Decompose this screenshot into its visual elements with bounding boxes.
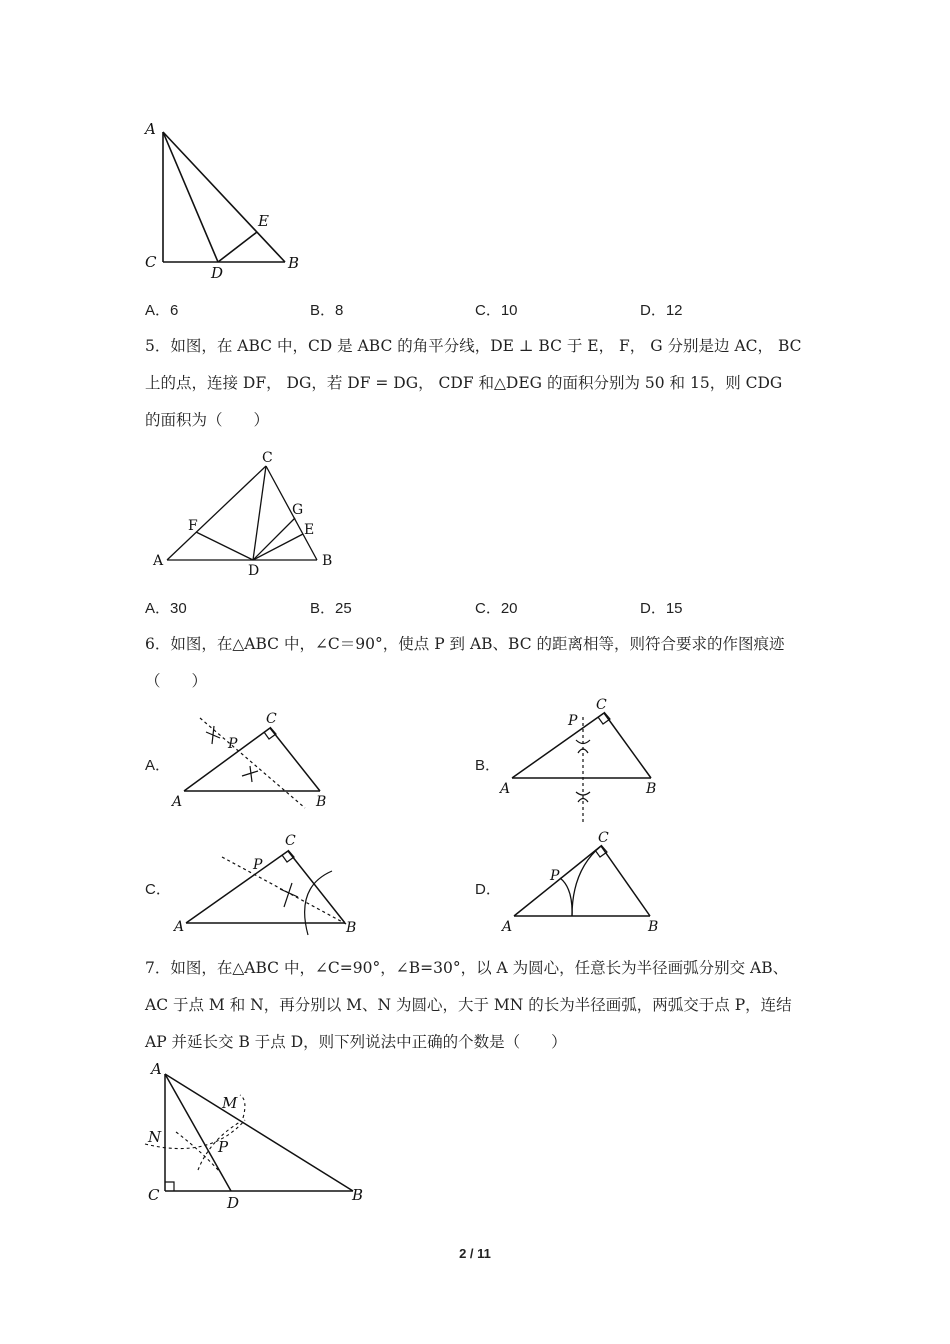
q5-label-d: D — [248, 563, 260, 579]
q6a-label-a: A — [172, 794, 183, 810]
q5-segment-dg — [253, 518, 295, 560]
q5-segment-df — [196, 532, 253, 560]
q5-option-c[interactable]: C．20 — [475, 600, 518, 617]
q5-label-f: F — [188, 518, 198, 534]
q6c-side-cb — [288, 851, 345, 923]
q4-label-b: B — [288, 254, 300, 272]
q7-label-d: D — [227, 1194, 240, 1212]
q6d-label-p: P — [550, 868, 560, 884]
q6-figure-a — [170, 708, 340, 813]
q7-text-line2: AC 于点 M 和 N，再分别以 M、N 为圆心，大于 MN 的长为半径画弧，两弧交于点 P，连结 — [145, 996, 792, 1014]
q5-label-a: A — [153, 553, 164, 569]
q6a-arc-mark-1 — [206, 726, 220, 744]
q6-figure-c — [170, 825, 370, 945]
q6-option-d[interactable]: D． — [475, 881, 501, 898]
q4-side-ab — [163, 132, 285, 262]
q6c-label-b: B — [346, 920, 357, 936]
q6b-label-c: C — [596, 697, 607, 713]
q7-arc-m-tail — [240, 1095, 245, 1118]
q5-option-d[interactable]: D．15 — [640, 600, 683, 617]
q7-right-angle-mark — [165, 1182, 174, 1191]
q5-text-line3: 的面积为（ ） — [145, 411, 270, 429]
q6c-label-a: A — [174, 919, 185, 935]
q5-option-a[interactable]: A．30 — [145, 600, 187, 617]
q6d-arc-1 — [560, 878, 572, 916]
q6b-side-ac — [512, 713, 604, 778]
q5-text-line1: 5．如图，在 ABC 中，CD 是 ABC 的角平分线，DE ⊥ BC 于 E， F， G 分别是边 AC， BC — [145, 337, 802, 355]
q7-text-line1: 7．如图，在△ABC 中，∠C=90°，∠B=30°，以 A 为圆心，任意长为半径画弧分别交 AB、 — [145, 959, 789, 977]
q4-figure — [140, 118, 320, 283]
q7-side-ab — [165, 1074, 353, 1191]
q5-label-c: C — [262, 450, 273, 466]
q4-option-c[interactable]: C．10 — [475, 302, 518, 319]
q4-option-d[interactable]: D．12 — [640, 302, 683, 319]
q4-label-d: D — [211, 264, 224, 282]
q6-text-line1: 6．如图，在△ABC 中，∠C＝90°，使点 P 到 AB、BC 的距离相等，则符合要求的作图痕迹 — [145, 635, 785, 653]
q4-label-e: E — [258, 212, 269, 230]
q4-label-a: A — [145, 120, 156, 138]
q6-figure-d — [498, 830, 668, 940]
q6b-label-p: P — [568, 713, 578, 729]
q5-figure — [150, 450, 340, 580]
q7-label-n: N — [148, 1128, 162, 1146]
q6d-label-b: B — [648, 919, 659, 935]
q6a-side-ac — [184, 728, 270, 791]
q6a-side-cb — [270, 728, 320, 791]
q7-label-m: M — [222, 1094, 238, 1112]
q6c-arc-mark — [280, 883, 298, 907]
q7-label-c: C — [148, 1186, 160, 1204]
q6b-label-b: B — [646, 781, 657, 797]
q7-segment-ad — [165, 1074, 231, 1191]
q4-segment-ad — [163, 132, 218, 262]
q5-label-g: G — [292, 502, 304, 518]
q5-option-b[interactable]: B．25 — [310, 600, 352, 617]
q6c-side-ac — [186, 851, 288, 923]
q6c-large-arc — [305, 871, 332, 935]
q6-option-a[interactable]: A． — [145, 757, 171, 774]
q7-label-p: P — [218, 1138, 229, 1156]
q6d-side-cb — [601, 846, 650, 916]
q6b-label-a: A — [500, 781, 511, 797]
q7-text-line3: AP 并延长交 B 于点 D，则下列说法中正确的个数是（ ） — [145, 1033, 567, 1051]
q6-option-c[interactable]: C． — [145, 881, 171, 898]
q6c-label-p: P — [253, 857, 263, 873]
q6c-label-c: C — [285, 833, 296, 849]
q4-segment-de — [218, 232, 257, 262]
q6b-side-cb — [604, 713, 651, 778]
q7-label-a: A — [151, 1060, 162, 1078]
q6a-label-b: B — [316, 794, 327, 810]
q5-label-b: B — [322, 553, 333, 569]
q4-option-b[interactable]: B．8 — [310, 302, 344, 319]
q6a-label-p: P — [228, 736, 238, 752]
q6-option-b[interactable]: B． — [475, 757, 501, 774]
q5-segment-cd — [253, 466, 266, 560]
q4-label-c: C — [145, 253, 157, 271]
q6d-arc-2 — [572, 846, 601, 916]
q7-label-b: B — [352, 1186, 364, 1204]
q7-arc-from-n — [176, 1132, 220, 1172]
q5-side-ac — [167, 466, 266, 560]
q5-text-line2: 上的点，连接 DF， DG，若 DF = DG， CDF 和△DEG 的面积分别为 50 和 15，则 CDG — [145, 374, 783, 392]
page-number: 2 / 11 — [459, 1246, 491, 1261]
q4-option-a[interactable]: A．6 — [145, 302, 179, 319]
q6a-label-c: C — [266, 711, 277, 727]
q7-figure — [140, 1060, 380, 1215]
q6-figure-b — [498, 695, 673, 825]
q5-label-e: E — [304, 522, 315, 538]
q6d-label-a: A — [502, 919, 513, 935]
q5-segment-de — [253, 534, 303, 560]
q6a-arc-mark-2 — [242, 766, 258, 782]
q6d-label-c: C — [598, 830, 609, 846]
q6a-dashed-line — [200, 718, 305, 808]
q6-text-line2: （ ） — [145, 672, 208, 690]
